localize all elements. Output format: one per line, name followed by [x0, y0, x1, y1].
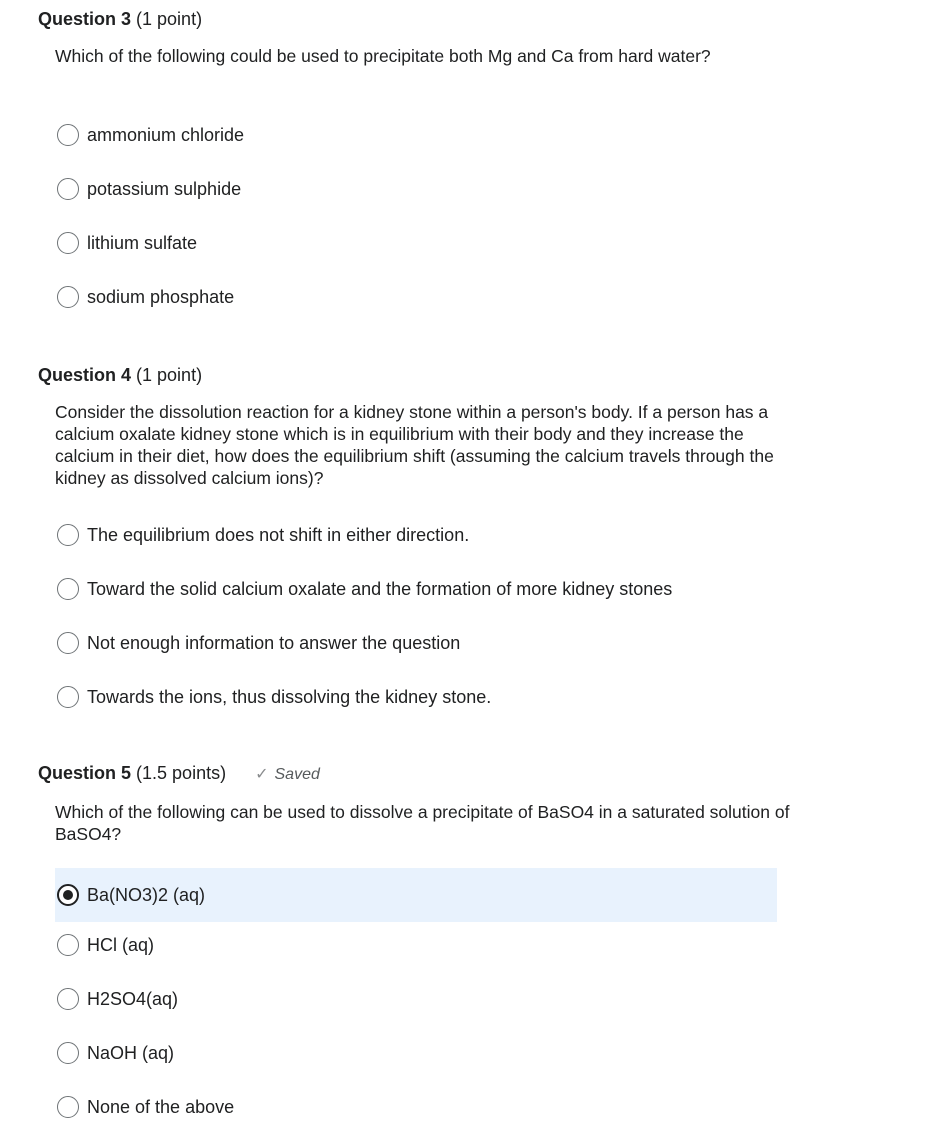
option-hcl[interactable] — [55, 918, 777, 972]
question-text: Consider the dissolution reaction for a kidney stone within a person's body. If a person has a calcium oxalate kidney stone which is in equilibrium with their body and they increase the calcium in their diet, how does the equilibrium shift (assuming the calcium travels through the kidney as dissolved calcium ions)? — [55, 402, 774, 488]
radio-button[interactable] — [57, 124, 79, 146]
option-label: sodium phosphate — [87, 286, 235, 307]
radio-button[interactable] — [57, 934, 79, 956]
question-header — [38, 762, 320, 786]
radio-button[interactable] — [57, 1042, 79, 1064]
option-label: H2SO4(aq) — [87, 988, 179, 1009]
question-title: Question 3 — [38, 9, 132, 29]
option-label: ammonium chloride — [87, 124, 245, 145]
question-points: (1.5 points) — [136, 763, 227, 783]
saved-status — [255, 764, 320, 786]
radio-button[interactable] — [57, 578, 79, 600]
question-text: Which of the following could be used to precipitate both Mg and Ca from hard water? — [55, 46, 711, 66]
option-sodium-phosphate[interactable] — [55, 270, 777, 324]
option-label: Not enough information to answer the question — [87, 632, 461, 653]
question-points: (1 point) — [136, 365, 203, 385]
option-none-of-the-above[interactable] — [55, 1080, 777, 1134]
option-label: None of the above — [87, 1096, 235, 1117]
question-title: Question 5 — [38, 763, 132, 783]
radio-button-selected[interactable] — [57, 884, 79, 906]
option-label: Toward the solid calcium oxalate and the formation of more kidney stones — [87, 578, 673, 599]
option-toward-ions[interactable] — [55, 670, 777, 724]
option-label: lithium sulfate — [87, 232, 198, 253]
option-h2so4[interactable] — [55, 972, 777, 1026]
saved-label: Saved — [274, 766, 320, 783]
option-not-enough-info[interactable] — [55, 616, 777, 670]
option-label: The equilibrium does not shift in either direction. — [87, 524, 470, 545]
option-label: HCl (aq) — [87, 934, 155, 955]
option-naoh[interactable] — [55, 1026, 777, 1080]
option-label: Ba(NO3)2 (aq) — [87, 884, 206, 905]
option-label: NaOH (aq) — [87, 1042, 175, 1063]
radio-button[interactable] — [57, 286, 79, 308]
radio-button[interactable] — [57, 178, 79, 200]
question-points: (1 point) — [136, 9, 203, 29]
option-toward-solid[interactable] — [55, 562, 777, 616]
radio-button[interactable] — [57, 686, 79, 708]
radio-button[interactable] — [57, 524, 79, 546]
question-header — [38, 8, 202, 30]
radio-button[interactable] — [57, 232, 79, 254]
option-label: potassium sulphide — [87, 178, 242, 199]
radio-button[interactable] — [57, 1096, 79, 1118]
question-title: Question 4 — [38, 365, 132, 385]
option-ammonium-chloride[interactable] — [55, 108, 777, 162]
radio-button[interactable] — [57, 632, 79, 654]
option-label: Towards the ions, thus dissolving the kidney stone. — [87, 686, 492, 707]
option-no-shift[interactable] — [55, 508, 777, 562]
radio-button[interactable] — [57, 988, 79, 1010]
option-lithium-sulfate[interactable] — [55, 216, 777, 270]
question-header — [38, 364, 202, 386]
option-ba-no3-2[interactable] — [55, 868, 777, 922]
question-text: Which of the following can be used to dissolve a precipitate of BaSO4 in a saturated solution of BaSO4? — [55, 802, 790, 844]
option-potassium-sulphide[interactable] — [55, 162, 777, 216]
checkmark-icon: ✓ — [255, 766, 269, 783]
